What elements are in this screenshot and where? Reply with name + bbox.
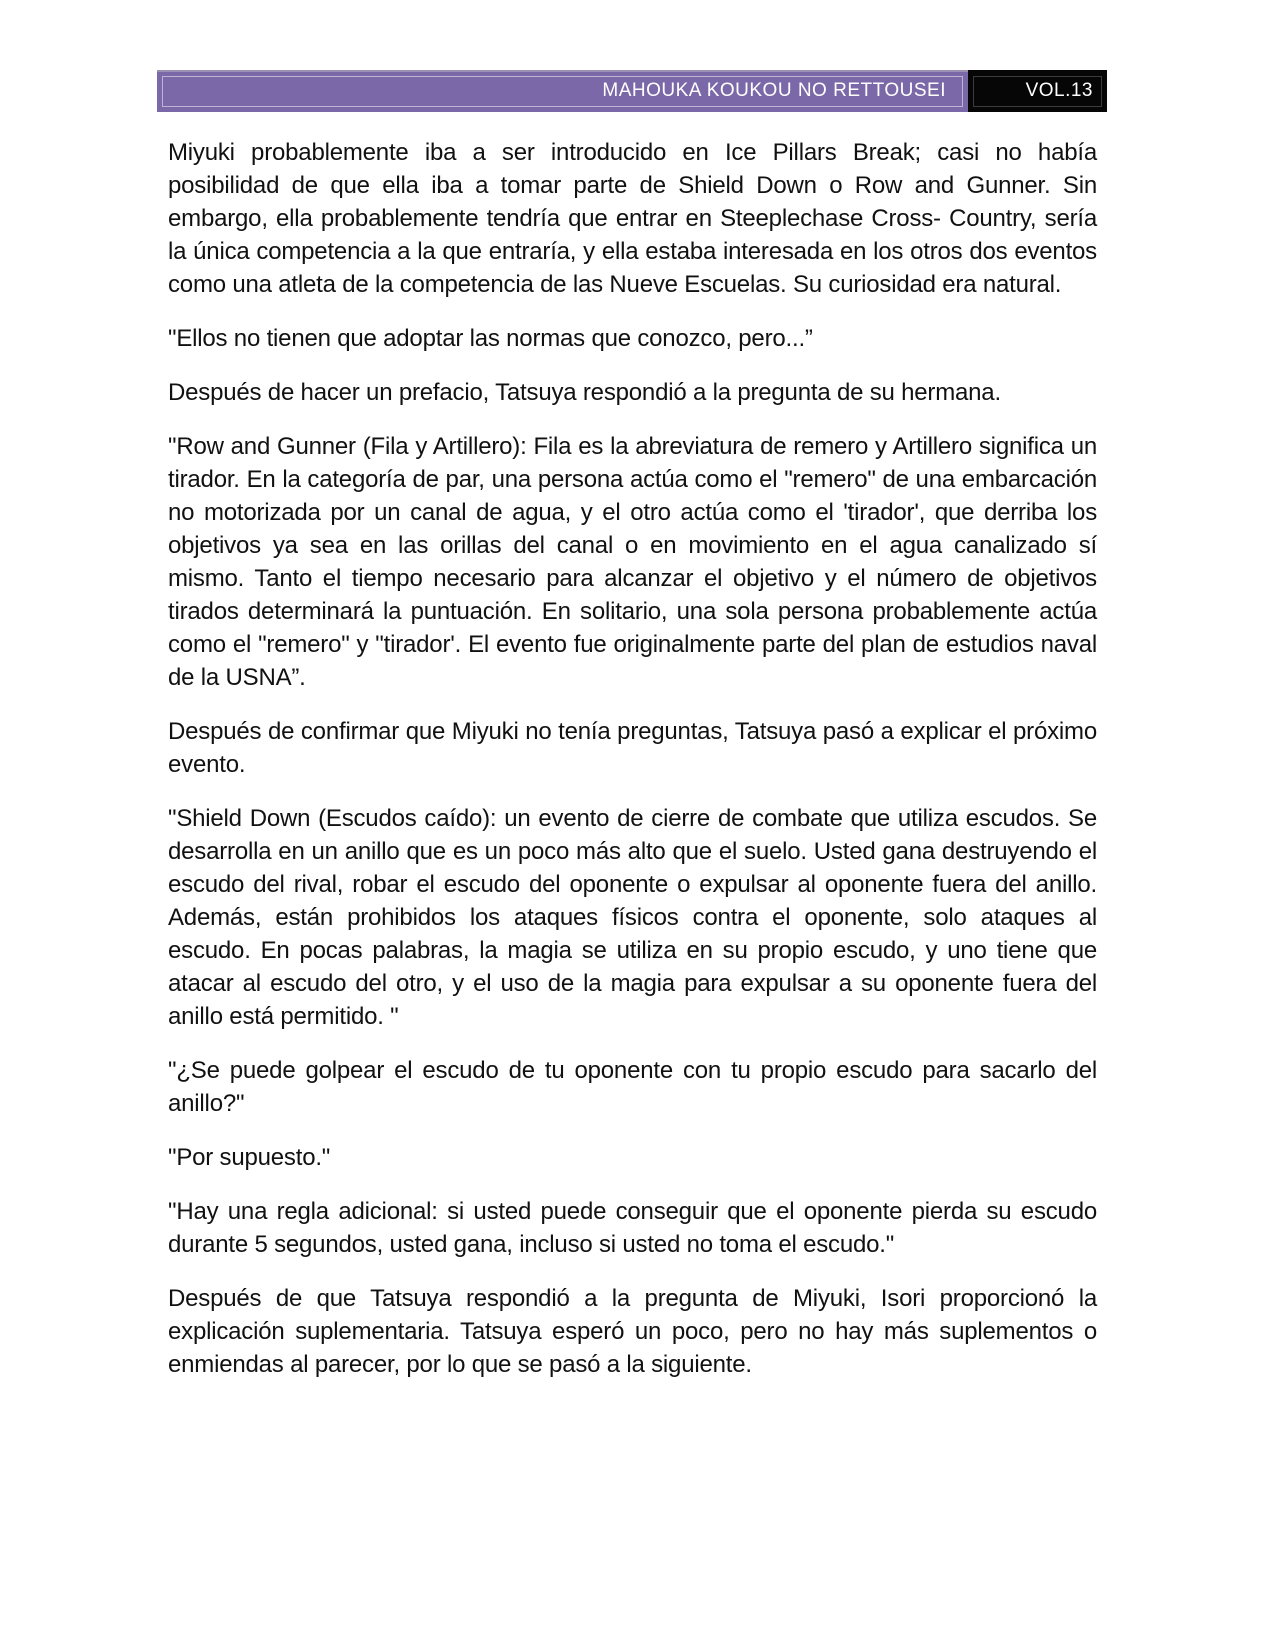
paragraph: Después de hacer un prefacio, Tatsuya respondió a la pregunta de su hermana. xyxy=(168,379,1001,406)
book-title: MAHOUKA KOUKOU NO RETTOUSEI xyxy=(602,80,946,101)
paragraph: "Row and Gunner (Fila y Artillero): Fila es la abreviatura de remero y Artillero significa un tirador. En la categoría de par, una persona actúa como el "remero" de una embarcación no motorizada por un canal de agua, y el otro actúa como el 'tirador', que derriba los objetivos ya sea en las orillas del canal o en movimiento en el agua canalizado sí mismo. Tanto el tiempo necesario para alcanzar el objetivo y el número de objetivos tirados determinará la puntuación. En solitario, una sola persona probablemente actúa como el "remero" y "tirador'. El evento fue originalmente parte del plan de estudios naval de la USNA”. xyxy=(168,433,1097,691)
paragraph: Después de confirmar que Miyuki no tenía preguntas, Tatsuya pasó a explicar el próximo evento. xyxy=(168,718,1097,778)
header-title-bar xyxy=(157,70,968,112)
paragraph: "Por supuesto." xyxy=(168,1144,331,1171)
volume-number: VOL.13 xyxy=(1025,80,1093,101)
paragraph: "¿Se puede golpear el escudo de tu oponente con tu propio escudo para sacarlo del anillo?" xyxy=(168,1057,1097,1117)
page-header xyxy=(157,70,1107,112)
paragraph: Después de que Tatsuya respondió a la pregunta de Miyuki, Isori proporcionó la explicación suplementaria. Tatsuya esperó un poco, pero no hay más suplementos o enmiendas al parecer, por lo que se pasó a la siguiente. xyxy=(168,1285,1097,1378)
paragraph: "Ellos no tienen que adoptar las normas que conozco, pero...” xyxy=(168,325,813,352)
body-text xyxy=(168,136,1097,1402)
paragraph: "Hay una regla adicional: si usted puede conseguir que el oponente pierda su escudo durante 5 segundos, usted gana, incluso si usted no toma el escudo." xyxy=(168,1198,1097,1258)
paragraph: Miyuki probablemente iba a ser introducido en Ice Pillars Break; casi no había posibilidad de que ella iba a tomar parte de Shield Down o Row and Gunner. Sin embargo, ella probablemente tendría que entrar en Steeplechase Cross- Country, sería la única competencia a la que entraría, y ella estaba interesada en los otros dos eventos como una atleta de la competencia de las Nueve Escuelas. Su curiosidad era natural. xyxy=(168,139,1097,298)
volume-box xyxy=(968,70,1107,112)
paragraph: "Shield Down (Escudos caído): un evento de cierre de combate que utiliza escudos. Se desarrolla en un anillo que es un poco más alto que el suelo. Usted gana destruyendo el escudo del rival, robar el escudo del oponente o expulsar al oponente fuera del anillo. Además, están prohibidos los ataques físicos contra el oponente, solo ataques al escudo. En pocas palabras, la magia se utiliza en su propio escudo, y uno tiene que atacar al escudo del otro, y el uso de la magia para expulsar a su oponente fuera del anillo está permitido. " xyxy=(168,805,1097,1030)
